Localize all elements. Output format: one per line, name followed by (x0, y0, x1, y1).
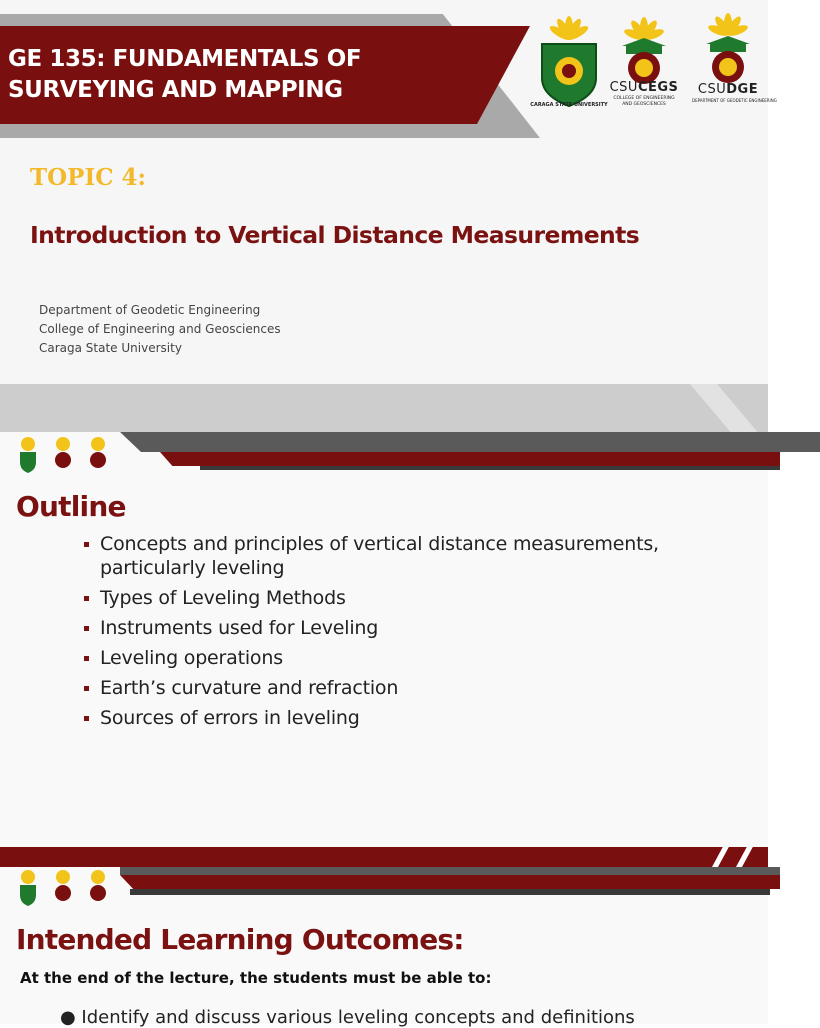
mini-logos-icon (14, 869, 114, 909)
outline-item (84, 646, 744, 670)
course-title-line-1: GE 135: FUNDAMENTALS OF (8, 46, 362, 72)
dge-wordmark-plain: CSU (697, 82, 727, 97)
learning-outcomes-slide (0, 847, 768, 1028)
outline-item-text: Leveling operations (100, 647, 283, 669)
university-seal-logo (530, 16, 608, 116)
outline-slide (0, 432, 768, 847)
dge-wordmark-bold: DGE (726, 82, 759, 97)
dge-wordmark (692, 82, 764, 97)
cegs-wordmark-plain: CSU (609, 80, 638, 95)
dge-subtext: DEPARTMENT OF GEODETIC ENGINEERING (692, 98, 777, 103)
header-grey-band (120, 867, 780, 875)
affiliation-college: College of Engineering and Geosciences (39, 322, 281, 336)
header-grey-band (120, 432, 820, 452)
mini-logo-group (14, 436, 114, 476)
bullet-icon (84, 686, 89, 691)
header-dark-line (200, 466, 780, 470)
outline-item (84, 676, 744, 700)
outline-item-text: Types of Leveling Methods (100, 587, 346, 609)
csu-dge-logo (692, 12, 777, 107)
affiliation-university: Caraga State University (39, 341, 182, 355)
header-red-band (0, 847, 768, 867)
outline-item-text: Sources of errors in leveling (100, 707, 360, 729)
ilo-item: ● Identify and discuss various leveling concepts and definitions (60, 1007, 635, 1028)
lecture-title: Introduction to Vertical Distance Measurements (30, 221, 640, 249)
cegs-wordmark-bold: CEGS (637, 80, 679, 95)
header-dark-line (130, 889, 770, 895)
ilo-title: Intended Learning Outcomes: (16, 923, 464, 956)
outline-item (84, 616, 744, 640)
outline-list (84, 532, 744, 736)
affiliation-block (39, 301, 281, 358)
outline-item (84, 706, 744, 730)
mini-logos-icon (14, 436, 114, 476)
university-seal-text: CARAGA STATE UNIVERSITY (530, 102, 608, 108)
bullet-icon (84, 626, 89, 631)
outline-title: Outline (16, 490, 126, 523)
outline-item-text: Earth’s curvature and refraction (100, 677, 399, 699)
topic-label: TOPIC 4: (30, 164, 147, 191)
bullet-icon (84, 596, 89, 601)
footer-grey-band (0, 384, 768, 432)
affiliation-department: Department of Geodetic Engineering (39, 303, 261, 317)
title-slide (0, 0, 777, 432)
outline-item-text: Concepts and principles of vertical distance measurements, particularly leveling (100, 533, 659, 579)
ilo-intro-text: At the end of the lecture, the students must be able to: (20, 969, 492, 987)
bullet-icon (84, 716, 89, 721)
bullet-icon (84, 542, 89, 547)
course-title (8, 44, 361, 106)
bullet-icon (84, 656, 89, 661)
outline-item (84, 586, 744, 610)
outline-item (84, 532, 744, 580)
cegs-subtext: COLLEGE OF ENGINEERING AND GEOSCIENCES (613, 96, 675, 107)
csu-cegs-logo (609, 16, 679, 111)
header-red-band-lower (120, 875, 780, 889)
header-red-band (160, 452, 780, 466)
mini-logo-group (14, 869, 114, 909)
course-title-line-2: SURVEYING AND MAPPING (8, 77, 343, 103)
outline-item-text: Instruments used for Leveling (100, 617, 379, 639)
cegs-wordmark (608, 80, 680, 95)
